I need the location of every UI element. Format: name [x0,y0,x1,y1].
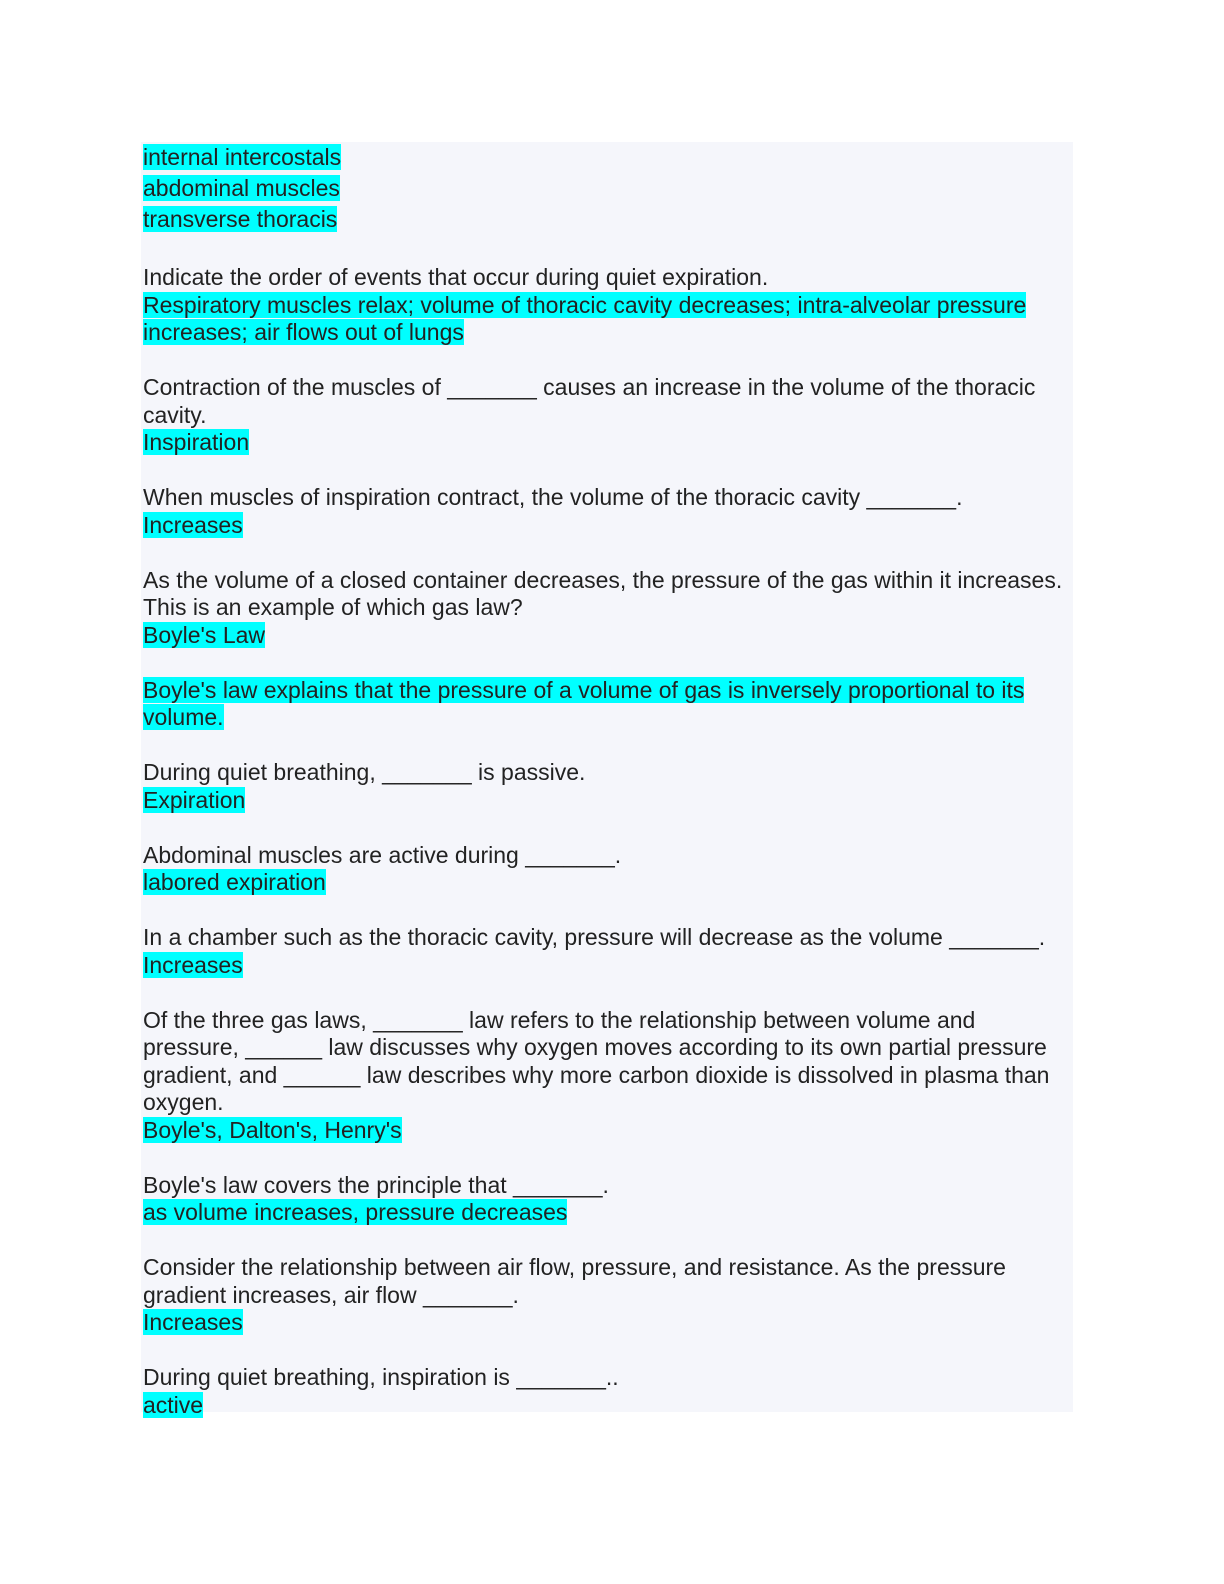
answer-text: Boyle's Law [143,621,266,648]
question-text: Consider the relationship between air flow, pressure, and resistance. As the pressure gradient increases, air flow _______. [143,1254,1006,1308]
answer-text: labored expiration [143,869,326,895]
question-text: In a chamber such as the thoracic cavity, pressure will decrease as the volume _______. [143,924,1046,950]
question-text: During quiet breathing, _______ is passive. [143,759,586,785]
question-text: Boyle's law covers the principle that _______. [143,1171,609,1198]
answer-text: Increases [143,511,243,538]
question-text: As the volume of a closed container decreases, the pressure of the gas within it increases. This is an example of which gas law? [143,566,1063,620]
qa-item [143,374,1073,457]
answer-text: Expiration [143,786,246,813]
document-content [143,142,1073,1447]
qa-item [143,264,1073,347]
answer-text: Increases [143,951,243,978]
question-text: When muscles of inspiration contract, the volume of the thoracic cavity _______. [143,484,963,510]
intro-answer-list [143,142,1073,235]
question-text: Contraction of the muscles of _______ causes an increase in the volume of the thoracic cavity. [143,374,1036,428]
qa-item [143,484,1073,539]
note-text: Boyle's law explains that the pressure of a volume of gas is inversely proportional to its volume. [143,676,1025,730]
qa-item [143,1007,1073,1145]
question-text: During quiet breathing, inspiration is _______.. [143,1364,619,1390]
question-text: Abdominal muscles are active during _______. [143,841,622,868]
qa-item [143,924,1073,979]
question-text: Indicate the order of events that occur during quiet expiration. [143,264,769,290]
intro-answer: internal intercostals [143,144,342,170]
qa-item [143,842,1073,897]
answer-text: Inspiration [143,429,250,455]
qa-item [143,1254,1073,1337]
intro-answer: transverse thoracis [143,206,338,232]
question-text: Of the three gas laws, _______ law refers to the relationship between volume and pressure, ______ law discusses why oxygen moves according to its own partial pressure gradient, and ______ law describes why more carbon dioxide is dissolved in plasma than oxygen. [143,1006,1050,1115]
answer-text: Increases [143,1309,243,1335]
answer-text: as volume increases, pressure decreases [143,1199,568,1225]
answer-text: active [143,1391,204,1418]
answer-text: Respiratory muscles relax; volume of thoracic cavity decreases; intra-alveolar pressure increases; air flows out of lungs [143,291,1027,345]
qa-item [143,759,1073,814]
qa-item [143,1364,1073,1419]
note-item [143,677,1073,732]
qa-item [143,1172,1073,1227]
answer-text: Boyle's, Dalton's, Henry's [143,1116,402,1143]
qa-item [143,567,1073,650]
intro-answer: abdominal muscles [143,175,340,201]
